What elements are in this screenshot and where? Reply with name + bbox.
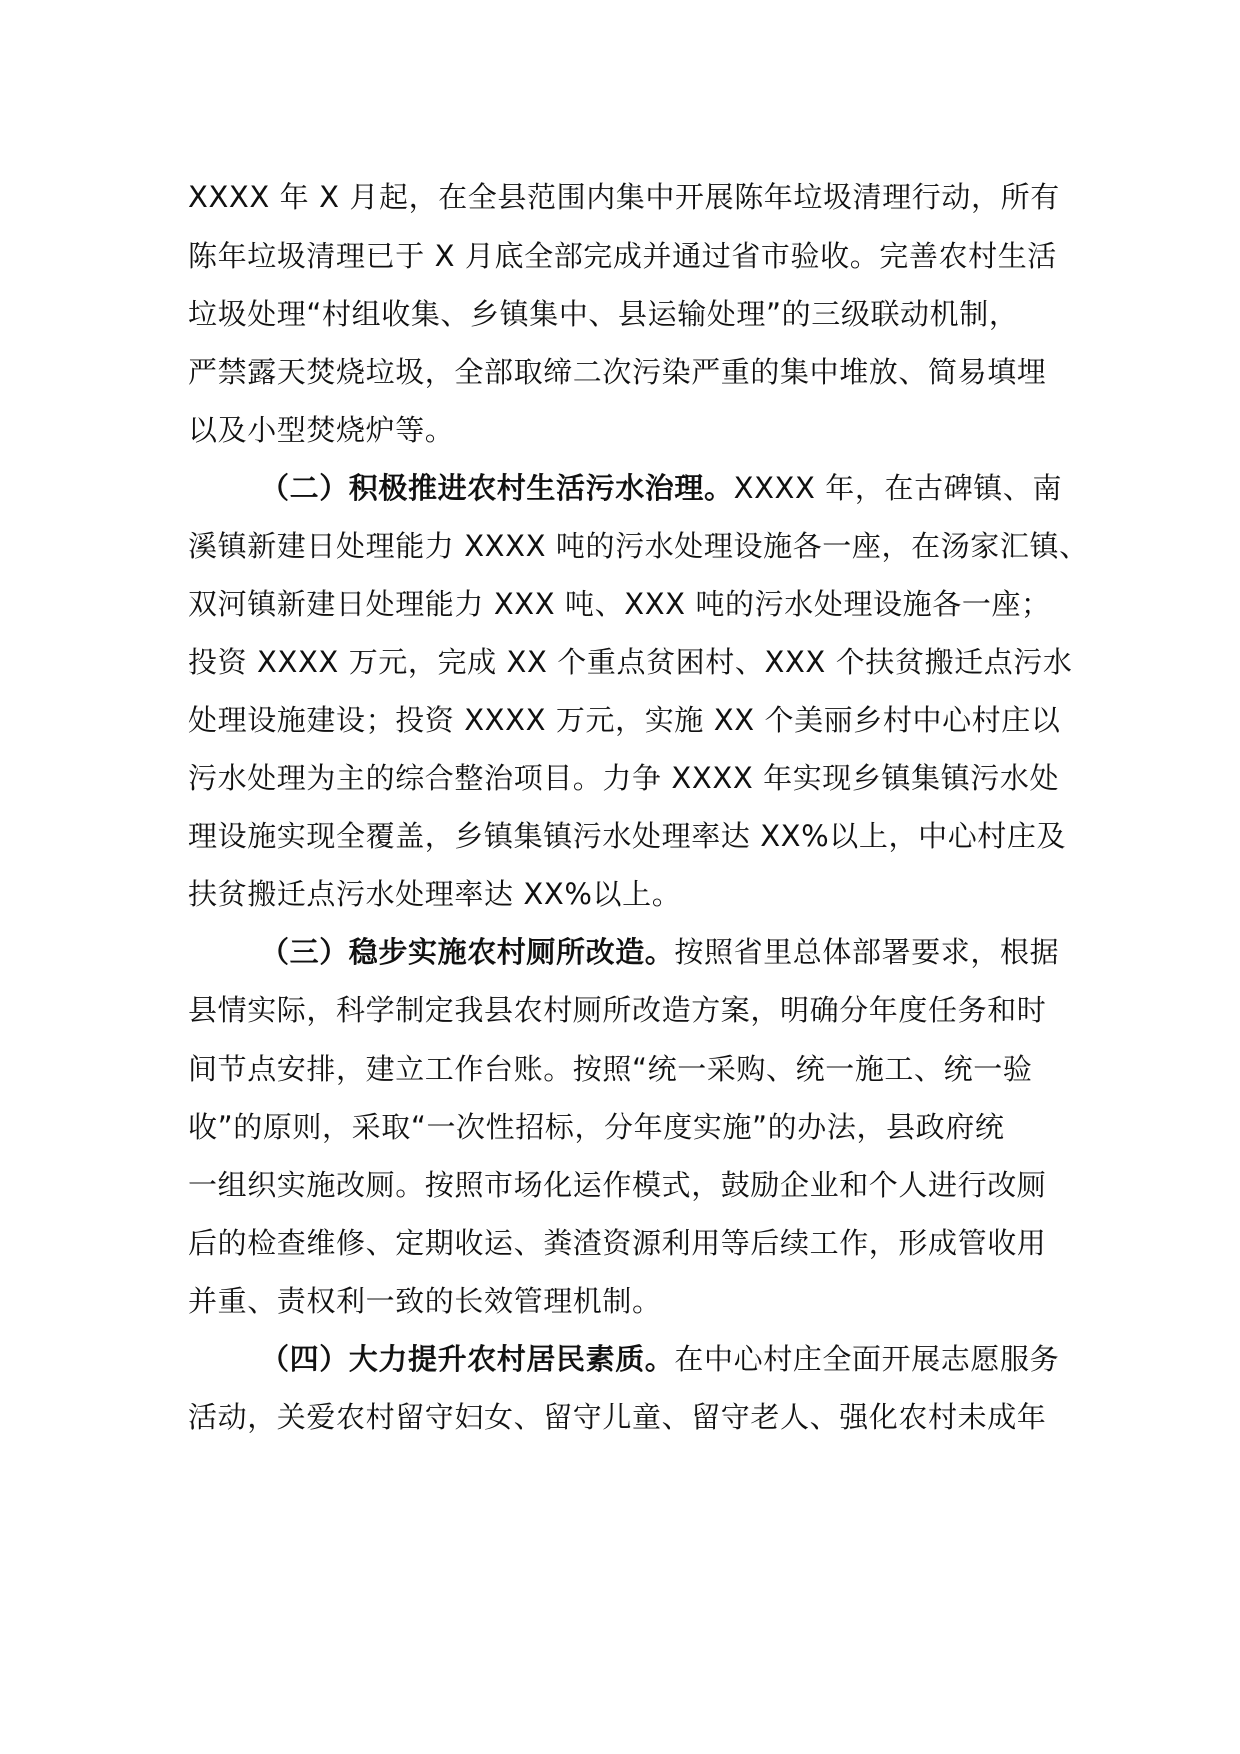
p2-line-4: 投资 XXXX 万元，完成 XX 个重点贫困村、XXX 个扶贫搬迁点污水: [188, 645, 1073, 679]
p1-line-1: XXXX 年 X 月起，在全县范围内集中开展陈年垃圾清理行动，所有: [188, 180, 1060, 214]
p4-first-line: [260, 1339, 1088, 1379]
p3-line-2: 县情实际，科学制定我县农村厕所改造方案，明确分年度任务和时: [188, 993, 1047, 1027]
p2-line-5: 处理设施建设；投资 XXXX 万元，实施 XX 个美丽乡村中心村庄以: [188, 703, 1061, 737]
p3-line-6: 后的检查维修、定期收运、粪渣资源利用等后续工作，形成管收用: [188, 1226, 1047, 1260]
p3-first-line: [260, 932, 1088, 972]
p3-line-7: 并重、责权利一致的长效管理机制。: [188, 1284, 662, 1318]
p3-line-5: 一组织实施改厕。按照市场化运作模式，鼓励企业和个人进行改厕: [188, 1168, 1047, 1202]
p3-first-rest: 按照省里总体部署要求，根据: [674, 935, 1060, 969]
p2-first-line: [260, 468, 1088, 508]
p3-line-4: 收”的原则，采取“一次性招标，分年度实施”的办法，县政府统: [188, 1110, 1005, 1144]
p4-line-2: 活动，关爱农村留守妇女、留守儿童、留守老人、强化农村未成年: [188, 1400, 1047, 1434]
p2-heading: （二）积极推进农村生活污水治理。: [260, 471, 734, 505]
p2-line-7: 理设施实现全覆盖，乡镇集镇污水处理率达 XX%以上，中心村庄及: [188, 819, 1067, 853]
p3-heading: （三）稳步实施农村厕所改造。: [260, 935, 675, 969]
p2-first-rest: XXXX 年，在古碑镇、南: [733, 471, 1063, 505]
p2-line-8: 扶贫搬迁点污水处理率达 XX%以上。: [188, 877, 682, 911]
p4-heading: （四）大力提升农村居民素质。: [260, 1342, 675, 1376]
p4-first-rest: 在中心村庄全面开展志愿服务: [674, 1342, 1060, 1376]
p3-line-3: 间节点安排，建立工作台账。按照“统一采购、统一施工、统一验: [188, 1052, 1033, 1086]
p2-line-2: 溪镇新建日处理能力 XXXX 吨的污水处理设施各一座，在汤家汇镇、: [188, 529, 1089, 563]
p2-line-3: 双河镇新建日处理能力 XXX 吨、XXX 吨的污水处理设施各一座；: [188, 587, 1051, 621]
p1-line-3: 垃圾处理“村组收集、乡镇集中、县运输处理”的三级联动机制，: [188, 297, 1019, 331]
p2-line-6: 污水处理为主的综合整治项目。力争 XXXX 年实现乡镇集镇污水处: [188, 761, 1060, 795]
p1-line-2: 陈年垃圾清理已于 X 月底全部完成并通过省市验收。完善农村生活: [188, 239, 1057, 273]
p1-line-5: 以及小型焚烧炉等。: [188, 413, 455, 447]
p1-line-4: 严禁露天焚烧垃圾，全部取缔二次污染严重的集中堆放、简易填埋: [188, 355, 1047, 389]
